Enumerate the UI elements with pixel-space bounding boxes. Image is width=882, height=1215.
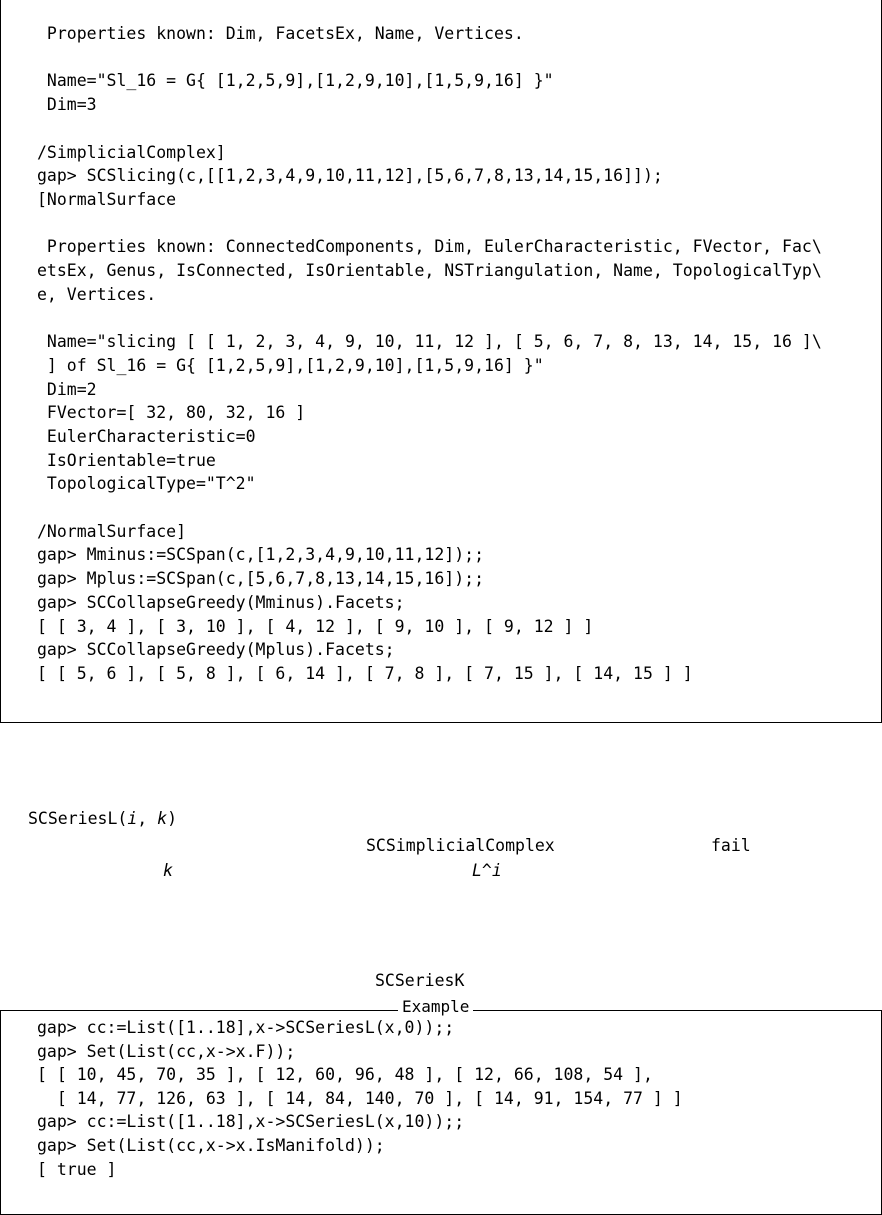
code-line: gap> Mplus:=SCSpan(c,[5,6,7,8,13,14,15,16]);; [37, 569, 485, 589]
code-line: /SimplicialComplex] [37, 142, 226, 162]
code-line: gap> cc:=List([1..18],x->SCSeriesL(x,10));; [37, 1112, 465, 1132]
code-line: Name="slicing [ [ 1, 2, 3, 4, 9, 10, 11, 12 ], [ 5, 6, 7, 8, 13, 14, 15, 16 ]\ [37, 332, 822, 352]
code-line: gap> Set(List(cc,x->x.IsManifold)); [37, 1136, 385, 1155]
code-line: /NormalSurface] [37, 521, 187, 541]
code-line: gap> Mminus:=SCSpan(c,[1,2,3,4,9,10,11,12]);; [37, 545, 485, 565]
code-line: FVector=[ 32, 80, 32, 16 ] [37, 403, 306, 423]
code-line: Dim=3 [37, 95, 97, 115]
code-line: [ [ 5, 6 ], [ 5, 8 ], [ 6, 14 ], [ 7, 8 ], [ 7, 15 ], [ 14, 15 ] ] [37, 663, 693, 683]
return-type: SCSimplicialComplex [366, 836, 555, 855]
code-line: gap> SCSlicing(c,[[1,2,3,4,9,10,11,12],[5,6,7,8,13,14,15,16]]); [37, 166, 663, 186]
arg-i: i [127, 809, 138, 828]
fail-value: fail [711, 836, 751, 855]
code-line: IsOrientable=true [37, 450, 216, 470]
code-line: [ true ] [37, 1159, 117, 1179]
power-term: L^i [472, 861, 502, 880]
see-also-link[interactable]: SCSeriesK [375, 971, 465, 990]
code-line: Properties known: Dim, FacetsEx, Name, Vertices. [37, 24, 524, 43]
code-line: gap> SCCollapseGreedy(Mplus).Facets; [37, 640, 395, 660]
code-line: [ [ 10, 45, 70, 35 ], [ 12, 60, 96, 48 ], [ 12, 66, 108, 54 ], [37, 1065, 653, 1085]
code-line: Dim=2 [37, 379, 97, 399]
example-legend: Example [398, 996, 473, 1018]
code-line: gap> SCCollapseGreedy(Mminus).Facets; [37, 592, 405, 612]
code-line: TopologicalType="T^2" [37, 474, 256, 494]
code-line: e, Vertices. [37, 284, 157, 304]
code-line: Properties known: ConnectedComponents, Dim, EulerCharacteristic, FVector, Fac\ [37, 237, 822, 257]
code-line: [ 14, 77, 126, 63 ], [ 14, 84, 140, 70 ], [ 14, 91, 154, 77 ] ] [37, 1088, 683, 1108]
code-line: etsEx, Genus, IsConnected, IsOrientable, NSTriangulation, Name, TopologicalTyp\ [37, 261, 822, 280]
signature-close: ) [167, 809, 178, 828]
arg-k: k [157, 809, 168, 828]
param-k: k [163, 861, 173, 880]
code-line: gap> Set(List(cc,x->x.F)); [37, 1041, 296, 1061]
code-line: [NormalSurface [37, 189, 177, 209]
code-line: [ [ 3, 4 ], [ 3, 10 ], [ 4, 12 ], [ 9, 10 ], [ 9, 12 ] ] [37, 616, 594, 636]
code-line: EulerCharacteristic=0 [37, 426, 256, 446]
code-line: Name="Sl_16 = G{ [1,2,5,9],[1,2,9,10],[1,5,9,16] }" [37, 71, 554, 91]
code-line: gap> cc:=List([1..18],x->SCSeriesL(x,0));; [37, 1018, 455, 1037]
arg-separator: , [137, 809, 158, 828]
function-signature [28, 808, 177, 830]
function-name: SCSeriesL( [28, 809, 128, 828]
code-line: ] of Sl_16 = G{ [1,2,5,9],[1,2,9,10],[1,5,9,16] }" [37, 355, 544, 375]
